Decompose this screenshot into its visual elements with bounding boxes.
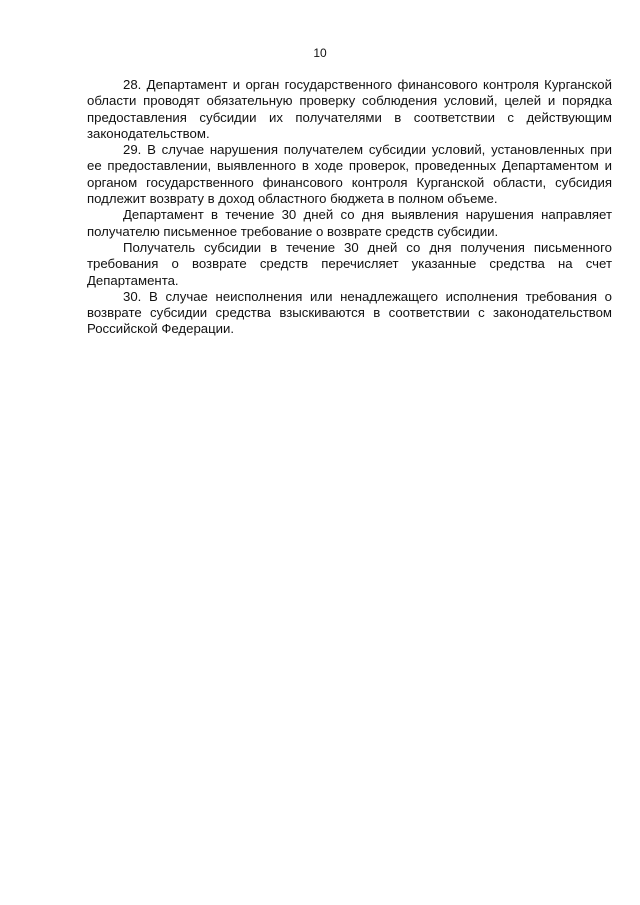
document-body [87,77,612,338]
page-number: 10 [313,46,327,60]
paragraph-29: 29. В случае нарушения получателем субсидии условий, установленных при ее предоставлении, выявленного в ходе проверок, проведенных Департаментом и органом государственного финансового контроля Курганской области, субсидия подлежит возврату в доход областного бюджета в полном объеме. [87,142,612,207]
paragraph-29-notice: Департамент в течение 30 дней со дня выявления нарушения направляет получателю письменное требование о возврате средств субсидии. [87,207,612,239]
paragraph-29-refund: Получатель субсидии в течение 30 дней со дня получения письменного требования о возврате средств перечисляет указанные средства на счет Департамента. [87,239,612,288]
paragraph-28: 28. Департамент и орган государственного финансового контроля Курганской области проводят обязательную проверку соблюдения условий, целей и порядка предоставления субсидии их получателями в соответствии с действующим законодательством. [87,77,612,141]
paragraph-30: 30. В случае неисполнения или ненадлежащего исполнения требования о возврате субсидии средства взыскиваются в соответствии с законодательством Российской Федерации. [87,288,612,337]
